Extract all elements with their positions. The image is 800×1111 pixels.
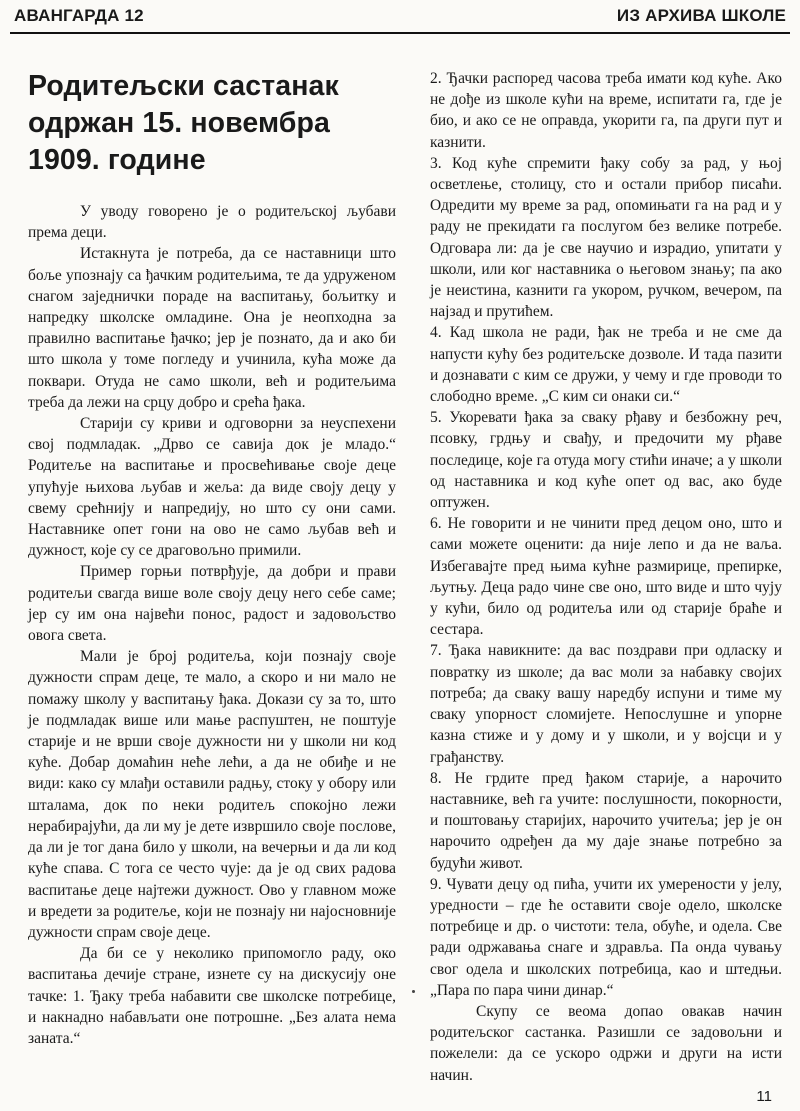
closing-paragraph: Скупу се веома допао овакав начин родитељског састанка. Разишли се задовољни и пожелели: да се ускоро одржи и други на исти начин. — [430, 1002, 782, 1084]
page-number: 11 — [756, 1088, 772, 1105]
numbered-item: 8. Не грдите пред ђаком старије, а нарочито наставнике, већ га учите: послушности, покорности, и поштовању старијих, нарочито учитеља; јер је он нарочито одређен да му даје знање потребно за будући живот. — [430, 769, 782, 872]
running-header-left: АВАНГАРДА 12 — [14, 6, 144, 25]
numbered-item: 5. Укоревати ђака за сваку рђаву и безбожну реч, псовку, грдњу и свађу, и предочити му рђаве последице, које га отуда могу стићи иначе; а у школи од наставника и код куће опет од вас, ако буде оптужен. — [430, 409, 782, 512]
paragraph: Да би се у неколико припомогло раду, око васпитања дечије стране, изнете су на дискусију оне тачке: 1. Ђаку треба набавити све школске потребице, и накнадно набављати оне потрошне. „Без алата нема заната.“ — [28, 945, 396, 1047]
numbered-item: 3. Код куће спремити ђаку собу за рад, у њој осветлење, столицу, сто и остали прибор писаћи. Одредити му време за рад, опомињати га на рад и у раду не прекидати га послугом без велике потребе. Одговара ли: да је све научио и израдио, упитати у школи, или ког наставника о његовом знању; па ако је неистина, казнити га укором, ручком, вечером, па најзад и прутићем. — [430, 154, 782, 321]
paragraph: Пример горњи потврђује, да добри и прави родитељи свагда више воле своју децу него себе саме; јер су им она највећи понос, радост и задовољство овога света. — [28, 563, 396, 645]
numbered-item: 9. Чувати децу од пића, учити их умерености у јелу, уредности – где ће оставити своје одело, школске потребице и др. о чистоти: тела, обуће, и одела. Све ради одржавања снаге и здравља. Па онда чувању свог одела и школских потребица, као и штедњи. „Пара по пара чини динар.“ — [430, 875, 782, 999]
header-rule — [10, 32, 790, 34]
numbered-item: 2. Ђачки распоред часова треба имати код куће. Ако не дође из школе кући на време, испитати га, где је био, и ако се не оправда, укорити га, па други пут и казнити. — [430, 70, 782, 151]
article-title: Родитељски састанак одржан 15. новембра 1909. године — [28, 70, 339, 176]
paragraph: Истакнута је потреба, да се наставници што боље упознају са ђачким родитељима, те да удруженом снагом заједнички пораде на васпитању, бољитку и напредку школске омладине. Она је неопходна за правилно васпитање ђачко; јер је познато, да и ако би што школа у томе погледу и учинила, кућа може да поквари. Отуда не само школи, већ и родитељима треба да лежи на срцу добро и срећа ђака. — [28, 245, 396, 411]
numbered-item: 4. Кад школа не ради, ђак не треба и не сме да напусти кућу без родитељске дозволе. И тада пазити и дознавати с ким се дружи, у чему и где проводи то слободно време. „С ким си онаки си.“ — [430, 324, 782, 406]
paragraph: Мали је број родитеља, који познају своје дужности спрам деце, те мало, а скоро и ни мало не помажу школу у васпитању ђака. Докази су за то, што је подмладак више или мање распуштен, не поштује старије и не врши своје дужности ни у школи ни код куће. Добар домаћин неће лећи, а да не обиђе и не види: како су млађи оставили радњу, стоку у обору или шталама, док по неки родитељ спокојно лежи нерабирајући, да ли му је дете извршило своје послове, да ли је тог дана било у школи, на вечерњи и да ли код куће спава. С тога се често чује: да је од свих радова васпитање деце најтежи дужност. Ово у главном може и вредети за родитеље, који не познају ни најосновније дужности спрам своје деце. — [28, 648, 396, 941]
right-column — [430, 68, 782, 1086]
numbered-item: 7. Ђака навикните: да вас поздрави при одласку и повратку из школе; да вас моли за набавку својих потреба; да сваку вашу наредбу испуни и тиме му сваку упорност сломијете. Непослушне и упорне казна стиже и у дому и у школи, и у војсци и у грађанству. — [430, 642, 782, 766]
numbered-item: 6. Не говорити и не чинити пред децом оно, што и сами можете оценити: да није лепо и да не ваља. Избегавајте пред њима кућне размирице, препирке, љутњу. Деца радо чине све оно, што виде и што чују у кући, било од родитеља или од старије браће и сестара. — [430, 515, 782, 639]
paragraph: У уводу говорено је о родитељској љубави према деци. — [28, 203, 396, 242]
left-column — [28, 68, 396, 1049]
print-speck — [412, 990, 415, 993]
running-header-right: ИЗ АРХИВА ШКОЛЕ — [616, 6, 786, 25]
paragraph: Старији су криви и одговорни за неуспехени свој подмладак. „Дрво се савија док је младо.“ Родитеље на васпитање и просвећивање своје деце упућује њихова љубав и жеља: да виде своју децу у свему срећнију и напредију, но што су они сами. Наставнике опет гони на ово не само љубав већ и дужност, које су се драговољно примили. — [28, 415, 396, 560]
